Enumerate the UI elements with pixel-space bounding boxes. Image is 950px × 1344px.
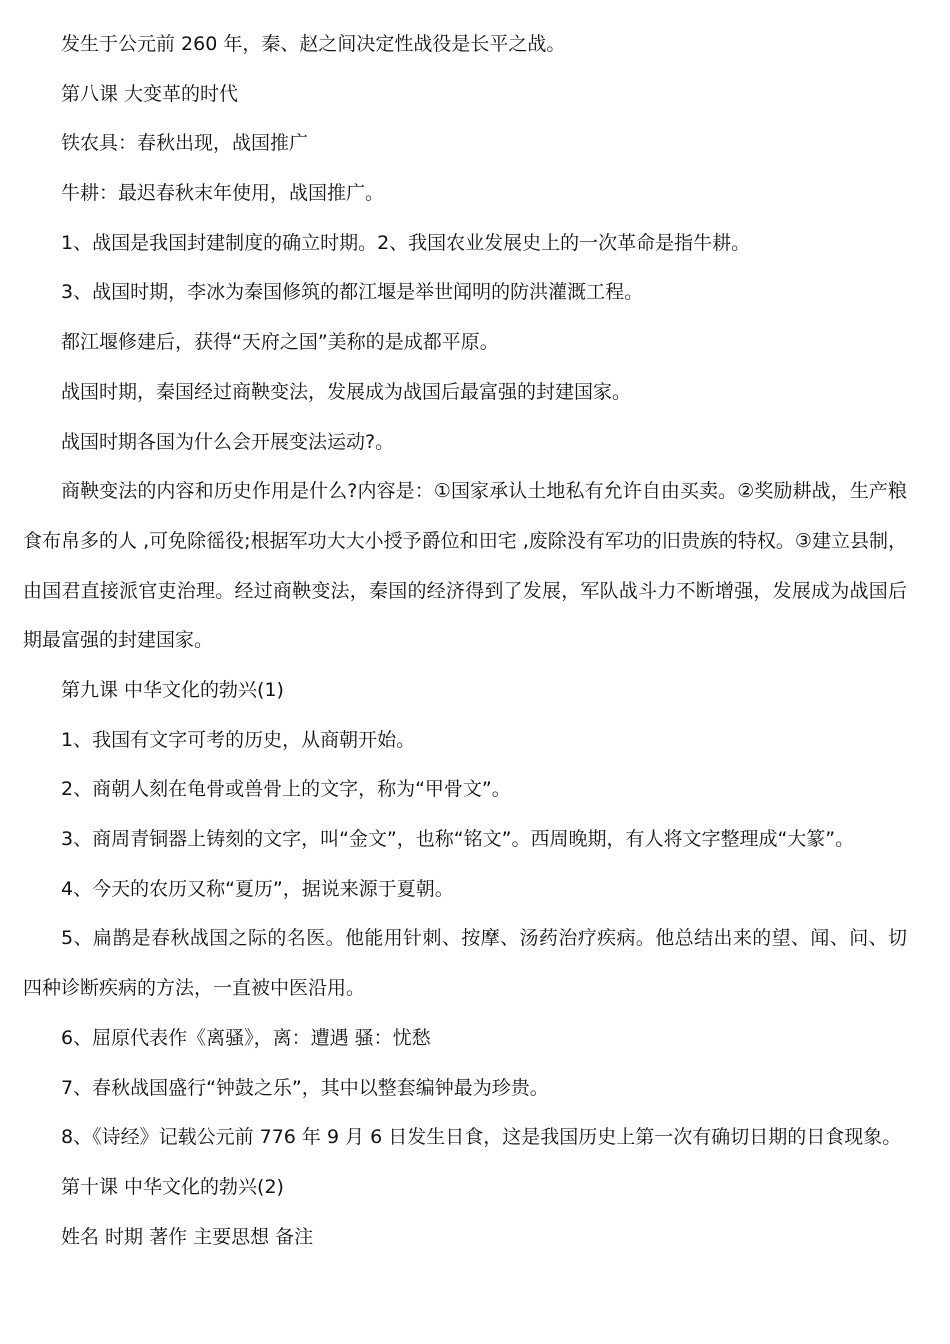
- text-line-feudal-system: 1、战国是我国封建制度的确立时期。2、我国农业发展史上的一次革命是指牛耕。: [61, 231, 751, 254]
- document-body: [23, 20, 907, 1262]
- text-line-qin-reform: 战国时期，秦国经过商鞅变法，发展成为战国后最富强的封建国家。: [61, 380, 632, 403]
- shangyang-reform-paragraph: 商鞅变法的内容和历史作用是什么?内容是：①国家承认土地私有允许自由买卖。②奖励耕战，生产粮食布帛多的人 ,可免除徭役;根据军功大大小授予爵位和田宅 ,废除没有军功的旧贵族的特权。③建立县制，由国君直接派官吏治理。经过商鞅变法，秦国的经济得到了发展，军队战斗力不断增强，发展成为战国后期最富强的封建国家。: [23, 480, 907, 652]
- text-line-dujiangyan: 3、战国时期，李冰为秦国修筑的都江堰是举世闻明的防洪灌溉工程。: [61, 281, 644, 304]
- lesson8-title: 第八课 大变革的时代: [61, 82, 239, 105]
- lesson9-item: 3、商周青铜器上铸刻的文字，叫“金文”，也称“铭文”。西周晚期，有人将文字整理成“大篆”。: [61, 828, 855, 851]
- lesson10-title: 第十课 中华文化的勃兴(2): [61, 1175, 284, 1198]
- lesson9-item: 7、春秋战国盛行“钟鼓之乐”，其中以整套编钟最为珍贵。: [61, 1076, 549, 1099]
- lesson9-item: 2、商朝人刻在龟骨或兽骨上的文字，称为“甲骨文”。: [61, 778, 511, 801]
- lesson9-item: 1、我国有文字可考的历史，从商朝开始。: [61, 728, 416, 751]
- lesson9-item: 8、《诗经》记载公元前 776 年 9 月 6 日发生日食，这是我国历史上第一次有确切日期的日食现象。: [61, 1126, 902, 1149]
- text-line-reform-question: 战国时期各国为什么会开展变法运动?。: [61, 430, 395, 453]
- table-header-line: 姓名 时期 著作 主要思想 备注: [61, 1225, 314, 1248]
- lesson9-item: 4、今天的农历又称“夏历”，据说来源于夏朝。: [61, 877, 454, 900]
- bianque-paragraph: 5、扁鹊是春秋战国之际的名医。他能用针刺、按摩、汤药治疗疾病。他总结出来的望、闻、问、切四种诊断疾病的方法，一直被中医沿用。: [23, 927, 907, 1000]
- lesson9-item: 6、屈原代表作《离骚》，离：遭遇 骚：忧愁: [61, 1026, 431, 1049]
- text-line-ox-plowing: 牛耕：最迟春秋末年使用，战国推广。: [61, 182, 385, 205]
- text-line-iron-tools: 铁农具：春秋出现，战国推广: [61, 132, 309, 155]
- lesson9-title: 第九课 中华文化的勃兴(1): [61, 679, 284, 701]
- text-line-changping: 发生于公元前 260 年，秦、赵之间决定性战役是长平之战。: [61, 33, 566, 55]
- text-line-chengdu-plain: 都江堰修建后，获得“天府之国”美称的是成都平原。: [61, 331, 499, 354]
